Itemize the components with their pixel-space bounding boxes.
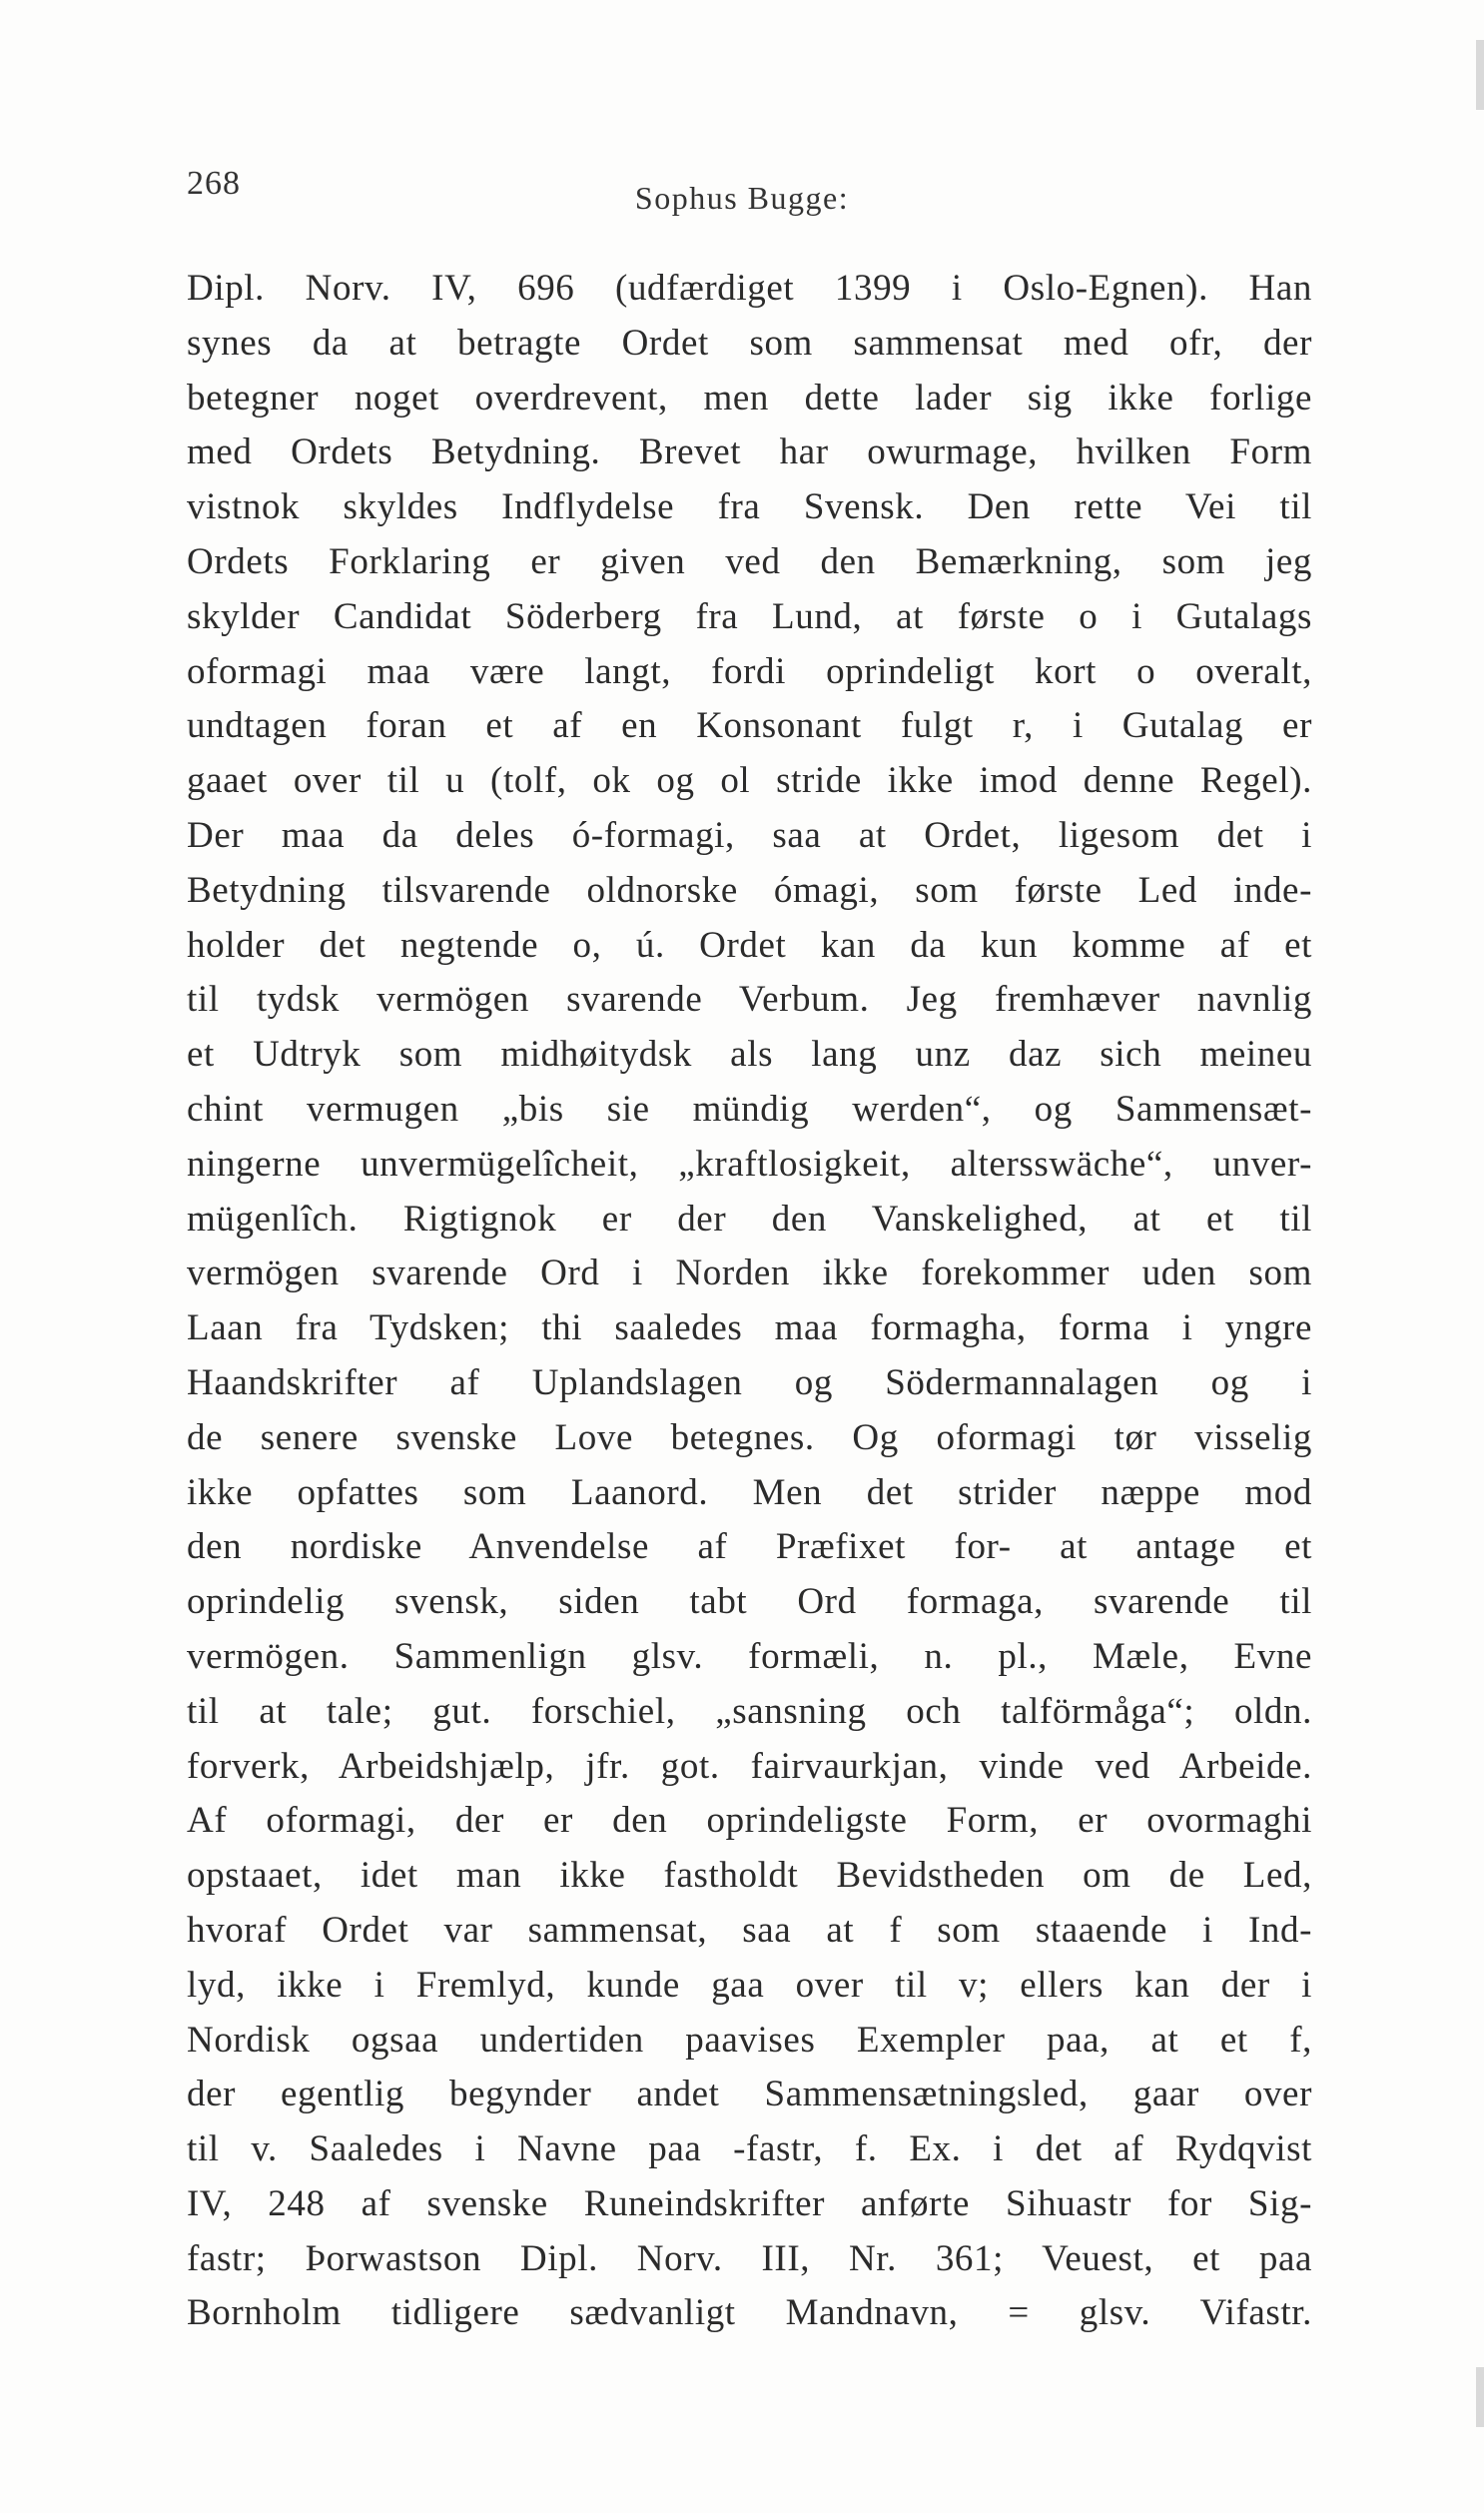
text-line: Ordets Forklaring er given ved den Bemærkning, som jeg	[187, 540, 1312, 582]
text-line: med Ordets Betydning. Brevet har owurmage, hvilken Form	[187, 431, 1312, 473]
text-line: chint vermugen „bis sie mündig werden“, og Sammensæt-	[187, 1088, 1312, 1130]
text-line: betegner noget overdrevent, men dette lader sig ikke forlige	[187, 377, 1312, 419]
text-line: gaaet over til u (tolf, ok og ol stride ikke imod denne Regel).	[187, 760, 1312, 802]
text-line: oprindelig svensk, siden tabt Ord formaga, svarende til	[187, 1581, 1312, 1623]
text-line: der egentlig begynder andet Sammensætningsled, gaar over	[187, 2074, 1312, 2115]
text-line: Laan fra Tydsken; thi saaledes maa formagha, forma i yngre	[187, 1307, 1312, 1349]
page-number: 268	[187, 165, 241, 202]
text-line: opstaaet, idet man ikke fastholdt Bevidstheden om de Led,	[187, 1855, 1312, 1897]
text-line: lyd, ikke i Fremlyd, kunde gaa over til v; ellers kan der i	[187, 1964, 1312, 2006]
text-line: synes da at betragte Ordet som sammensat med ofr, der	[187, 322, 1312, 364]
page-edge-mark	[1476, 2367, 1484, 2427]
text-line: et Udtryk som midhøitydsk als lang unz daz sich meineu	[187, 1034, 1312, 1076]
text-line: oformagi maa være langt, fordi oprindeligt kort o overalt,	[187, 650, 1312, 692]
page-edge-mark	[1476, 40, 1484, 110]
text-line: Der maa da deles ó-formagi, saa at Ordet, ligesom det i	[187, 814, 1312, 856]
text-line: undtagen foran et af en Konsonant fulgt r, i Gutalag er	[187, 705, 1312, 747]
text-line: vistnok skyldes Indflydelse fra Svensk. Den rette Vei til	[187, 486, 1312, 528]
text-line: holder det negtende o, ú. Ordet kan da kun komme af et	[187, 924, 1312, 966]
text-line: Betydning tilsvarende oldnorske ómagi, som første Led inde-	[187, 869, 1312, 911]
text-line: til tydsk vermögen svarende Verbum. Jeg fremhæver navnlig	[187, 979, 1312, 1021]
text-line: mügenlîch. Rigtignok er der den Vanskelighed, at et til	[187, 1198, 1312, 1240]
text-line: Af oformagi, der er den oprindeligste Form, er ovormaghi	[187, 1800, 1312, 1842]
text-line: IV, 248 af svenske Runeindskrifter anførte Sihuastr for Sig-	[187, 2182, 1312, 2224]
text-line: Bornholm tidligere sædvanligt Mandnavn, = glsv. Vifastr.	[187, 2292, 1312, 2334]
text-line: skylder Candidat Söderberg fra Lund, at første o i Gutalags	[187, 595, 1312, 637]
text-line: til v. Saaledes i Navne paa -fastr, f. Ex. i det af Rydqvist	[187, 2128, 1312, 2170]
text-line: ikke opfattes som Laanord. Men det strider næppe mod	[187, 1471, 1312, 1513]
text-line: den nordiske Anvendelse af Præfixet for- at antage et	[187, 1526, 1312, 1568]
text-line: hvoraf Ordet var sammensat, saa at f som staaende i Ind-	[187, 1909, 1312, 1951]
text-line: ningerne unvermügelîcheit, „kraftlosigkeit, altersswäche“, unver-	[187, 1143, 1312, 1185]
text-line: forverk, Arbeidshjælp, jfr. got. fairvaurkjan, vinde ved Arbeide.	[187, 1745, 1312, 1787]
text-line: vermögen svarende Ord i Norden ikke forekommer uden som	[187, 1253, 1312, 1294]
text-line: til at tale; gut. forschiel, „sansning och talförmåga“; oldn.	[187, 1690, 1312, 1732]
text-line: vermögen. Sammenlign glsv. formæli, n. pl., Mæle, Evne	[187, 1635, 1312, 1677]
text-line: Dipl. Norv. IV, 696 (udfærdiget 1399 i Oslo-Egnen). Han	[187, 268, 1312, 309]
text-line: fastr; Þorwastson Dipl. Norv. III, Nr. 361; Veuest, et paa	[187, 2237, 1312, 2279]
text-line: Nordisk ogsaa undertiden paavises Exempler paa, at et f,	[187, 2019, 1312, 2061]
running-head: Sophus Bugge:	[634, 180, 850, 216]
text-line: Haandskrifter af Uplandslagen og Södermannalagen og i	[187, 1361, 1312, 1403]
body-text	[187, 262, 1312, 2341]
text-line: de senere svenske Love betegnes. Og oformagi tør visselig	[187, 1416, 1312, 1458]
